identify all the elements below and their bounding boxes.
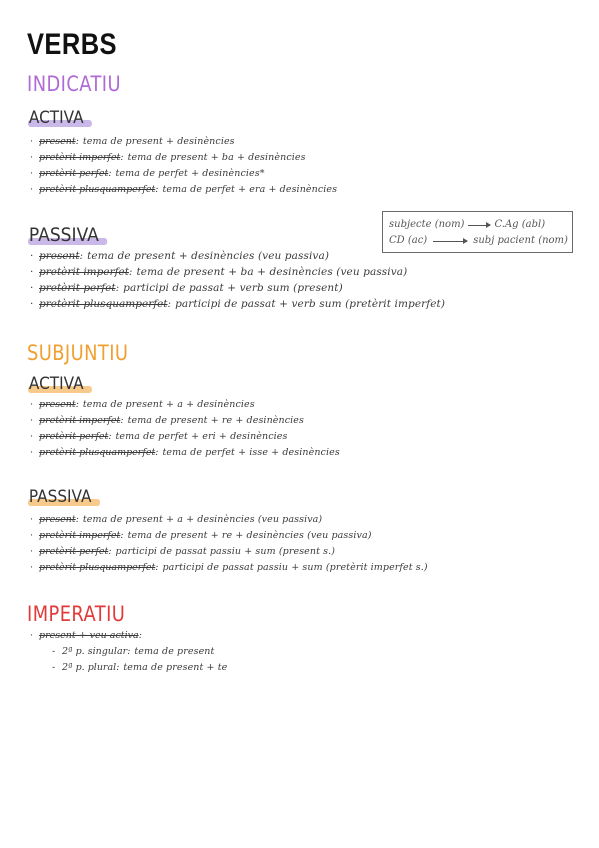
indicatiu-passiva-list (30, 248, 445, 312)
arrow-right-icon (433, 241, 467, 242)
bullet-icon: · (30, 562, 34, 573)
bullet-icon: · (30, 266, 34, 278)
imperatiu-heading: IMPERATIU (27, 602, 126, 626)
list-item: · pretèrit imperfet : tema de present + ba + desinències (30, 150, 337, 166)
indicatiu-activa-heading: ACTIVA (28, 108, 86, 128)
bullet-icon: · (30, 152, 34, 163)
list-item: · pretèrit plusquamperfet : tema de perfet + era + desinències (30, 182, 337, 198)
list-item: · pretèrit perfet : participi de passat + verb sum (present) (30, 282, 343, 294)
list-item: · present : tema de present + a + desinències (veu passiva) (30, 512, 428, 528)
indicatiu-activa-list (30, 134, 337, 198)
list-item: · present : tema de present + desinències (veu passiva) (30, 250, 330, 262)
bullet-icon: · (30, 184, 34, 195)
list-item: · pretèrit imperfet : tema de present + re + desinències (veu passiva) (30, 528, 428, 544)
list-item: · pretèrit plusquamperfet : tema de perfet + isse + desinències (30, 445, 340, 461)
list-item: · pretèrit perfet : tema de perfet + eri + desinències (30, 429, 340, 445)
list-item: · present + veu activa : (30, 628, 227, 644)
subjuntiu-passiva-heading: PASSIVA (28, 487, 94, 507)
list-item: · pretèrit perfet : participi de passat passiu + sum (present s.) (30, 544, 428, 560)
note-line: CD (ac) subj pacient (nom) (389, 235, 568, 246)
list-subitem: - 2ª p. plural : tema de present + te (30, 660, 227, 676)
imperatiu-list (30, 628, 227, 676)
bullet-icon: · (30, 282, 34, 294)
list-item: · pretèrit imperfet : tema de present + ba + desinències (veu passiva) (30, 266, 408, 278)
subjuntiu-passiva-list (30, 512, 428, 576)
bullet-icon: · (30, 530, 34, 541)
subject-object-note-box (382, 211, 573, 253)
list-item: · pretèrit perfet : tema de perfet + desinències* (30, 166, 337, 182)
list-item: · present : tema de present + a + desinències (30, 397, 340, 413)
subjuntiu-activa-heading: ACTIVA (28, 374, 86, 394)
bullet-icon: · (30, 250, 34, 262)
arrow-right-icon (468, 225, 490, 226)
bullet-icon: · (30, 447, 34, 458)
list-item: · pretèrit plusquamperfet : participi de passat + verb sum (pretèrit imperfet) (30, 298, 446, 310)
bullet-icon: · (30, 630, 34, 641)
page-title: VERBS (27, 28, 117, 61)
list-item: · pretèrit plusquamperfet : participi de passat passiu + sum (pretèrit imperfet s.) (30, 560, 428, 576)
bullet-icon: · (30, 298, 34, 310)
subjuntiu-activa-list (30, 397, 340, 461)
bullet-icon: · (30, 546, 34, 557)
note-line: subjecte (nom) C.Ag (abl) (389, 219, 546, 230)
list-item: · present : tema de present + desinències (30, 134, 337, 150)
bullet-icon: · (30, 168, 34, 179)
indicatiu-passiva-heading: PASSIVA (28, 224, 102, 246)
list-subitem: - 2ª p. singular : tema de present (30, 644, 227, 660)
dash-icon: - (52, 662, 56, 673)
subjuntiu-heading: SUBJUNTIU (27, 341, 129, 365)
bullet-icon: · (30, 136, 34, 147)
bullet-icon: · (30, 431, 34, 442)
list-item: · pretèrit imperfet : tema de present + re + desinències (30, 413, 340, 429)
dash-icon: - (52, 646, 56, 657)
bullet-icon: · (30, 415, 34, 426)
bullet-icon: · (30, 399, 34, 410)
bullet-icon: · (30, 514, 34, 525)
indicatiu-heading: INDICATIU (27, 72, 121, 96)
